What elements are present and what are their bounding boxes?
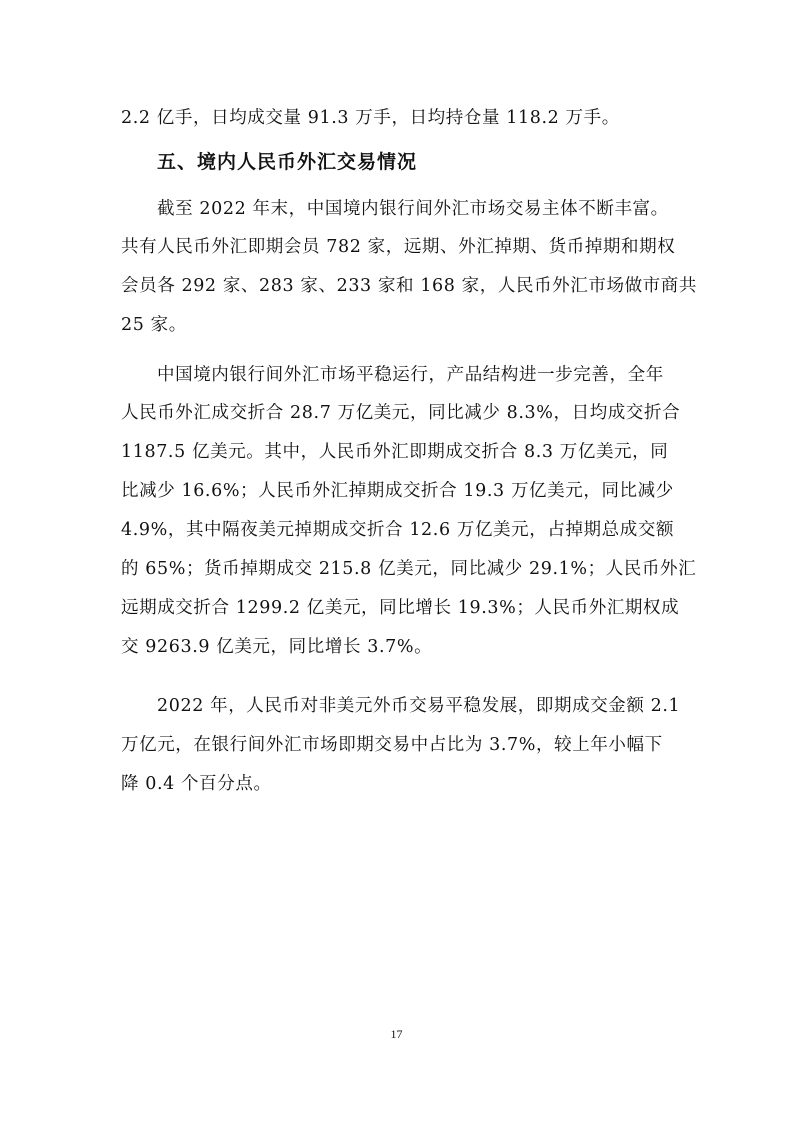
paragraph-line: 远期成交折合 1299.2 亿美元，同比增长 19.3%；人民币外汇期权成 xyxy=(121,598,680,618)
paragraph-line: 交 9263.9 亿美元，同比增长 3.7%。 xyxy=(121,637,433,657)
paragraph-line: 降 0.4 个百分点。 xyxy=(121,774,272,794)
paragraph-line: 万亿元，在银行间外汇市场即期交易中占比为 3.7%，较上年小幅下 xyxy=(121,735,663,755)
paragraph-line: 会员各 292 家、283 家、233 家和 168 家，人民币外汇市场做市商共 xyxy=(121,276,697,296)
paragraph-line: 1187.5 亿美元。其中，人民币外汇即期成交折合 8.3 万亿美元，同 xyxy=(121,442,669,462)
paragraph-line: 25 家。 xyxy=(121,315,187,335)
page-number: 17 xyxy=(390,1027,403,1041)
paragraph-line: 中国境内银行间外汇市场平稳运行，产品结构进一步完善，全年 xyxy=(157,365,664,385)
paragraph-line: 截至 2022 年末，中国境内银行间外汇市场交易主体不断丰富。 xyxy=(157,199,669,219)
continuation-line: 2.2 亿手，日均成交量 91.3 万手，日均持仓量 118.2 万手。 xyxy=(121,108,620,128)
paragraph-line: 共有人民币外汇即期会员 782 家，远期、外汇掉期、货币掉期和期权 xyxy=(121,237,676,257)
paragraph-line: 2022 年，人民币对非美元外币交易平稳发展，即期成交金额 2.1 xyxy=(157,696,681,716)
paragraph-line: 的 65%；货币掉期成交 215.8 亿美元，同比减少 29.1%；人民币外汇 xyxy=(121,559,697,579)
paragraph-line: 人民币外汇成交折合 28.7 万亿美元，同比减少 8.3%，日均成交折合 xyxy=(121,403,681,423)
paragraph-line: 比减少 16.6%；人民币外汇掉期成交折合 19.3 万亿美元，同比减少 xyxy=(121,481,674,501)
paragraph-line: 4.9%，其中隔夜美元掉期成交折合 12.6 万亿美元，占掉期总成交额 xyxy=(121,520,675,540)
section-heading: 五、境内人民币外汇交易情况 xyxy=(157,151,418,173)
